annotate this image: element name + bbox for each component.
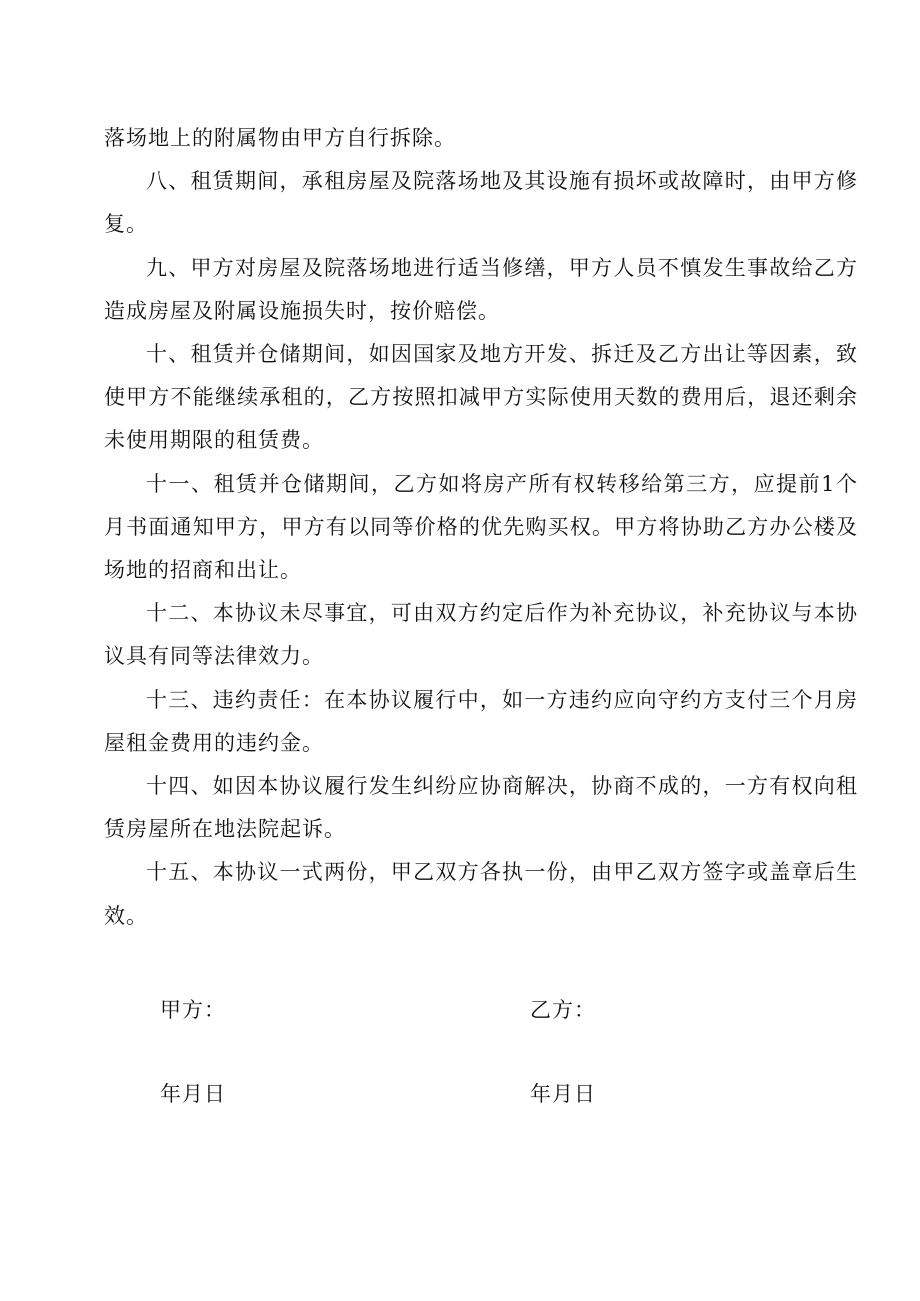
paragraph-clause-11: 十一、租赁并仓储期间，乙方如将房产所有权转移给第三方，应提前1个月书面通知甲方，甲方有以同等价格的优先购买权。甲方将协助乙方办公楼及场地的招商和出让。	[104, 471, 858, 583]
paragraph-clause-12: 十二、本协议未尽事宜，可由双方约定后作为补充协议，补充协议与本协议具有同等法律效力。	[104, 601, 858, 669]
paragraph-clause-13: 十三、违约责任：在本协议履行中，如一方违约应向守约方支付三个月房屋租金费用的违约金。	[104, 687, 858, 755]
paragraph-clause-10: 十、租赁并仓储期间，如因国家及地方开发、拆迁及乙方出让等因素，致使甲方不能继续承租的，乙方按照扣减甲方实际使用天数的费用后，退还剩余未使用期限的租赁费。	[104, 342, 858, 453]
paragraph-clause-14: 十四、如因本协议履行发生纠纷应协商解决，协商不成的，一方有权向租赁房屋所在地法院起诉。	[104, 774, 858, 842]
party-b-date: 年月日	[530, 1082, 596, 1106]
party-a-date: 年月日	[160, 1082, 226, 1106]
contract-body	[104, 117, 858, 938]
paragraph-clause-15: 十五、本协议一式两份，甲乙双方各执一份，由甲乙双方签字或盖章后生效。	[104, 860, 858, 928]
paragraph-clause-9: 九、甲方对房屋及院落场地进行适当修缮，甲方人员不慎发生事故给乙方造成房屋及附属设施损失时，按价赔偿。	[104, 255, 858, 323]
party-a-signature-label: 甲方：	[160, 998, 226, 1022]
paragraph-clause-8: 八、租赁期间，承租房屋及院落场地及其设施有损坏或故障时，由甲方修复。	[104, 169, 858, 237]
paragraph-clause-7-continued: 落场地上的附属物由甲方自行拆除。	[104, 126, 456, 150]
party-b-signature-label: 乙方：	[530, 998, 596, 1022]
